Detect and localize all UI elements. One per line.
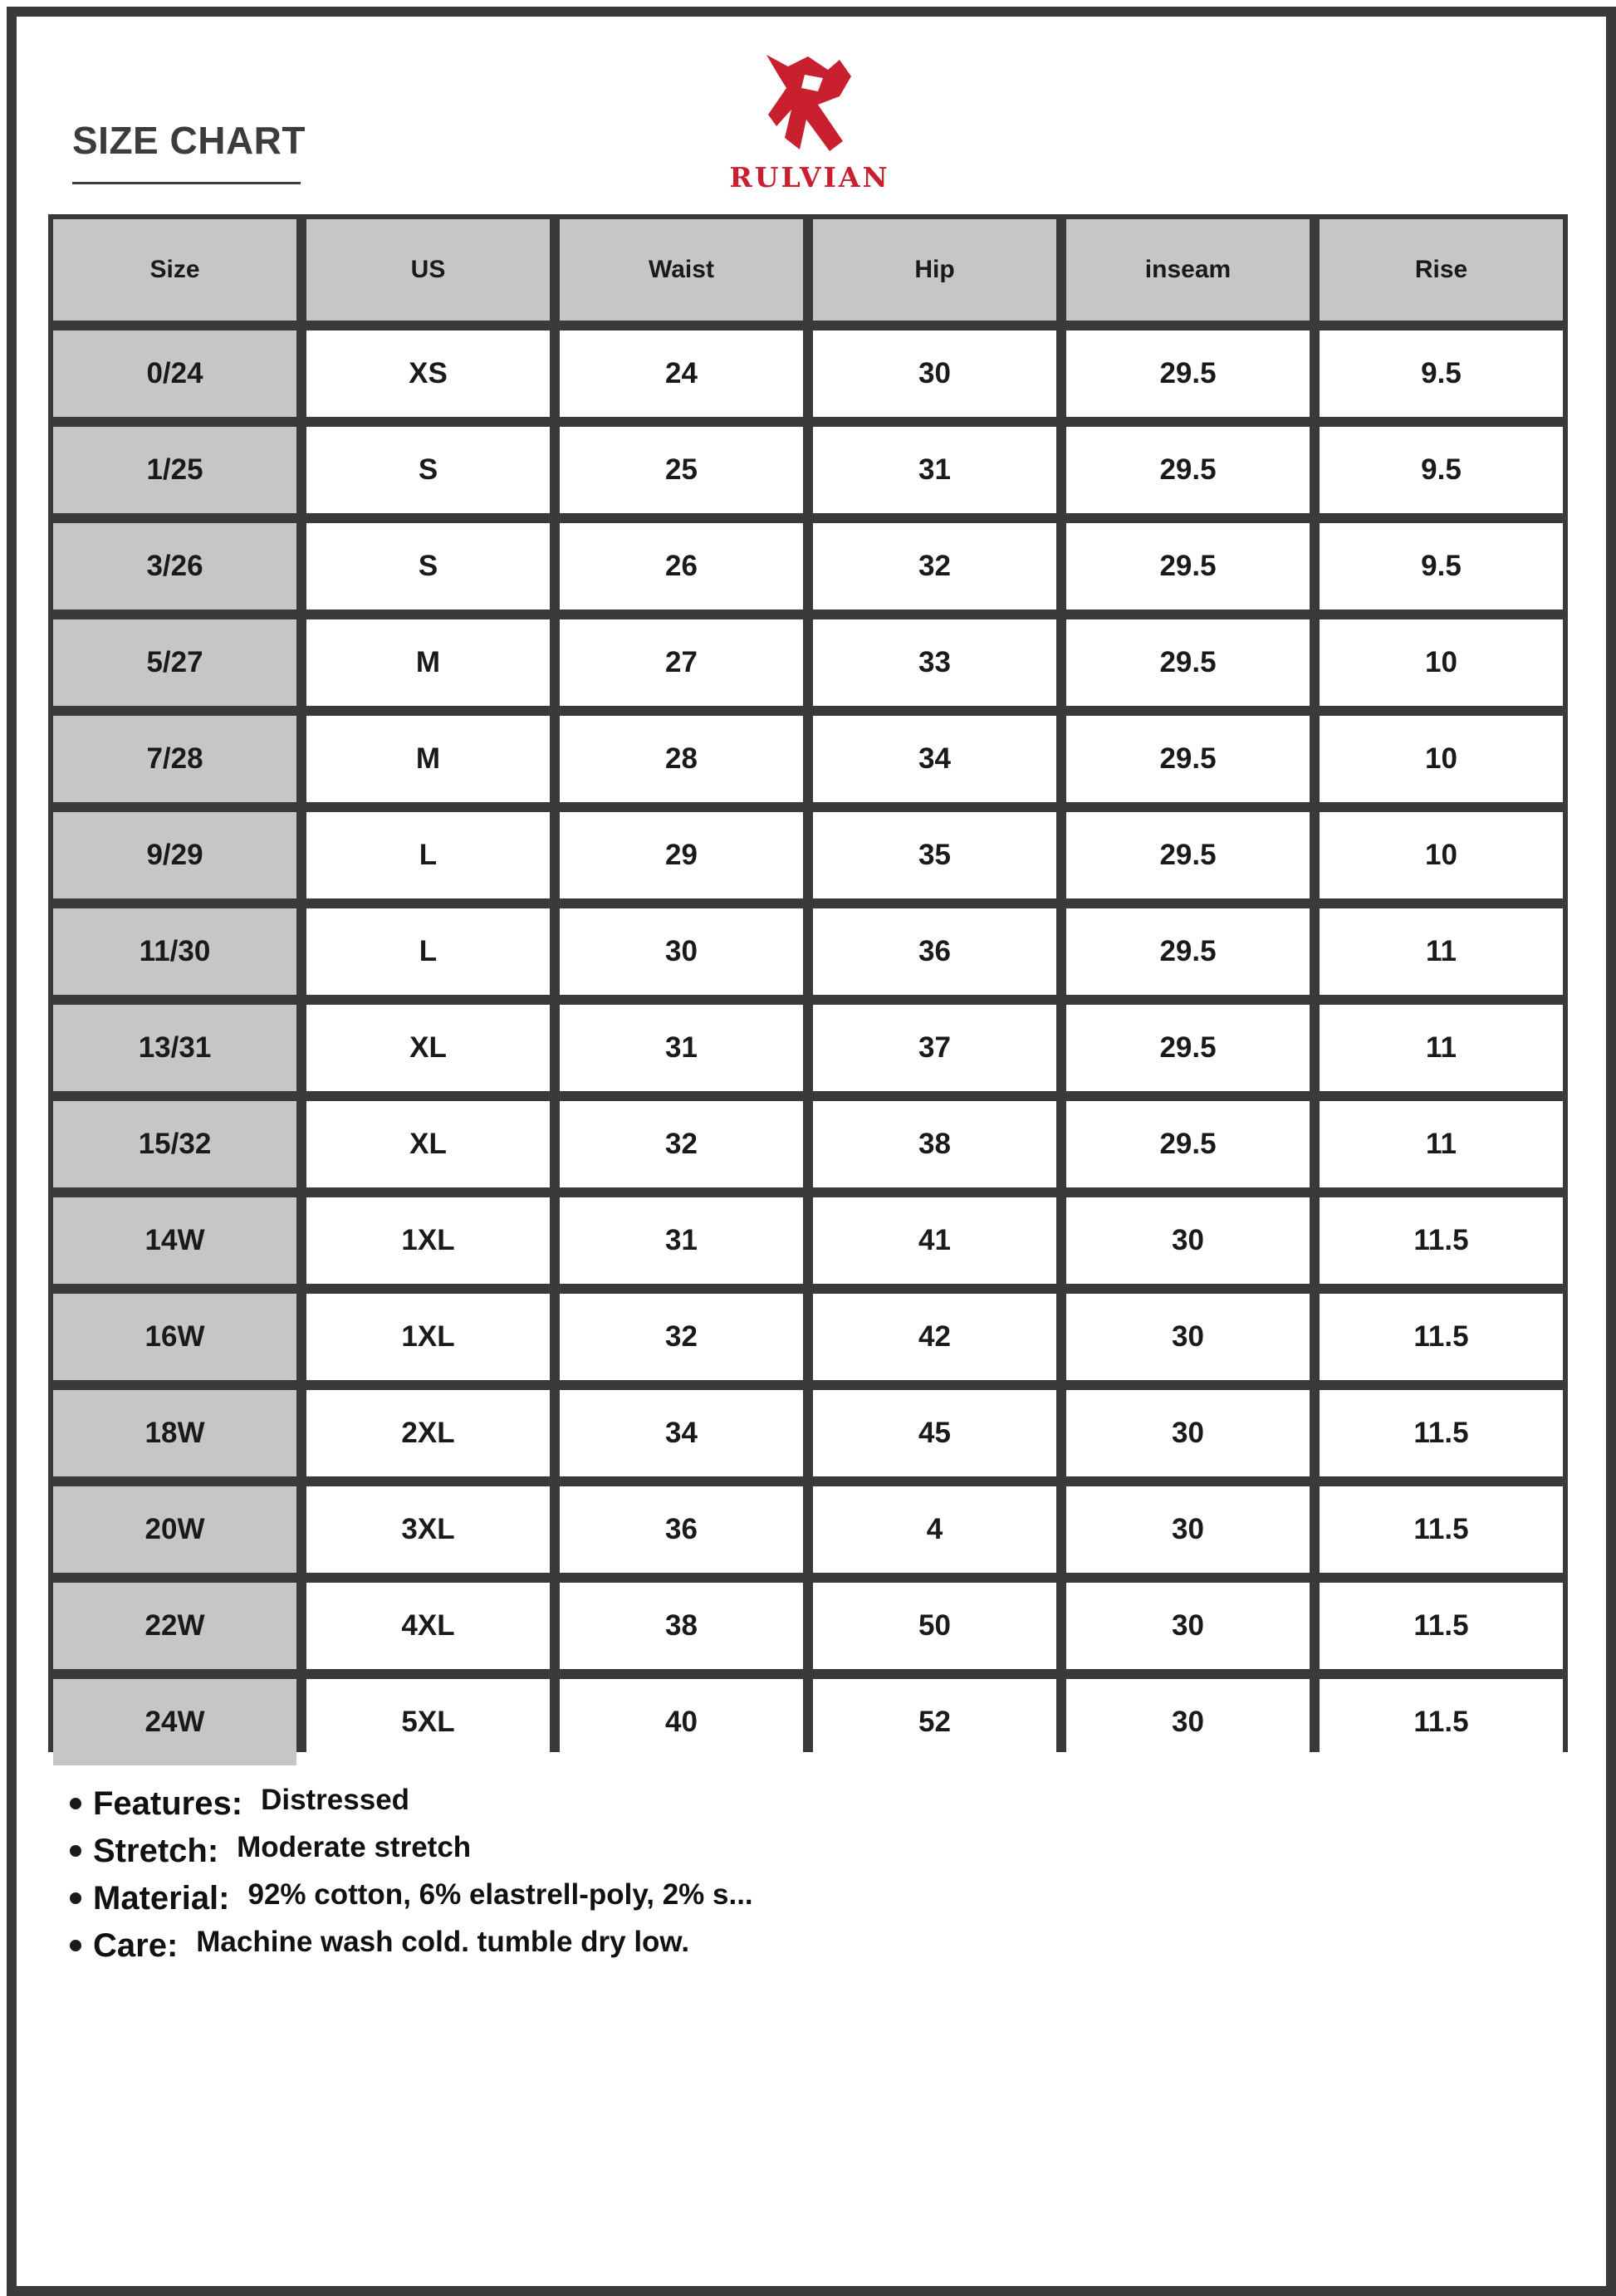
detail-item [70, 1880, 753, 1927]
table-cell: 29.5 [1066, 427, 1310, 513]
detail-value: 92% cotton, 6% elastrell-poly, 2% s... [247, 1878, 753, 1911]
table-cell: M [306, 716, 550, 802]
table-cell: XS [306, 330, 550, 417]
table-cell: 9.5 [1320, 330, 1563, 417]
column-header-us: US [306, 219, 550, 321]
table-cell: 38 [560, 1583, 803, 1669]
column-header-size: Size [53, 219, 296, 321]
detail-item [70, 1785, 753, 1833]
table-cell: 37 [813, 1005, 1056, 1091]
table-cell: 52 [813, 1679, 1056, 1765]
table-cell: 11.5 [1320, 1583, 1563, 1669]
table-cell: 36 [560, 1486, 803, 1573]
table-cell: 10 [1320, 619, 1563, 706]
table-cell: 29.5 [1066, 716, 1310, 802]
row-size-label: 5/27 [53, 619, 296, 706]
table-cell: 42 [813, 1294, 1056, 1380]
title-underline [72, 182, 301, 184]
row-size-label: 20W [53, 1486, 296, 1573]
row-size-label: 15/32 [53, 1101, 296, 1187]
row-size-label: 9/29 [53, 812, 296, 898]
table-cell: 26 [560, 523, 803, 609]
table-cell: 4XL [306, 1583, 550, 1669]
table-cell: 11.5 [1320, 1390, 1563, 1476]
detail-label: Material: [93, 1880, 230, 1917]
table-cell: XL [306, 1005, 550, 1091]
table-cell: L [306, 812, 550, 898]
table-cell: 9.5 [1320, 427, 1563, 513]
table-cell: 25 [560, 427, 803, 513]
detail-value: Machine wash cold. tumble dry low. [196, 1926, 690, 1958]
table-cell: 41 [813, 1197, 1056, 1284]
table-cell: 30 [1066, 1486, 1310, 1573]
row-size-label: 22W [53, 1583, 296, 1669]
table-cell: 10 [1320, 716, 1563, 802]
table-cell: 50 [813, 1583, 1056, 1669]
detail-value: Moderate stretch [237, 1831, 472, 1863]
table-cell: 9.5 [1320, 523, 1563, 609]
table-cell: 32 [813, 523, 1056, 609]
table-cell: 29.5 [1066, 908, 1310, 995]
table-cell: 11.5 [1320, 1679, 1563, 1765]
detail-label: Care: [93, 1927, 179, 1964]
row-size-label: 16W [53, 1294, 296, 1380]
table-cell: 3XL [306, 1486, 550, 1573]
table-cell: S [306, 523, 550, 609]
size-table [48, 214, 1568, 1752]
table-cell: M [306, 619, 550, 706]
table-cell: 29.5 [1066, 523, 1310, 609]
bullet-icon [70, 1892, 81, 1904]
table-cell: 34 [813, 716, 1056, 802]
detail-label: Stretch: [93, 1833, 219, 1869]
table-cell: 28 [560, 716, 803, 802]
table-cell: 2XL [306, 1390, 550, 1476]
table-cell: XL [306, 1101, 550, 1187]
detail-value: Distressed [261, 1784, 410, 1816]
row-size-label: 18W [53, 1390, 296, 1476]
table-cell: 29.5 [1066, 812, 1310, 898]
table-cell: 30 [1066, 1679, 1310, 1765]
table-cell: 1XL [306, 1294, 550, 1380]
table-cell: 40 [560, 1679, 803, 1765]
bullet-icon [70, 1798, 81, 1809]
brand-r-icon [760, 51, 859, 158]
table-cell: 45 [813, 1390, 1056, 1476]
table-cell: 38 [813, 1101, 1056, 1187]
table-cell: 30 [1066, 1197, 1310, 1284]
table-cell: 32 [560, 1101, 803, 1187]
table-cell: 29.5 [1066, 330, 1310, 417]
row-size-label: 13/31 [53, 1005, 296, 1091]
table-cell: 11.5 [1320, 1486, 1563, 1573]
table-cell: 32 [560, 1294, 803, 1380]
table-cell: 29 [560, 812, 803, 898]
detail-item [70, 1927, 753, 1975]
row-size-label: 0/24 [53, 330, 296, 417]
table-cell: 36 [813, 908, 1056, 995]
table-cell: 11 [1320, 1101, 1563, 1187]
table-cell: 29.5 [1066, 1005, 1310, 1091]
table-cell: L [306, 908, 550, 995]
table-cell: 34 [560, 1390, 803, 1476]
table-cell: 11.5 [1320, 1197, 1563, 1284]
table-cell: S [306, 427, 550, 513]
row-size-label: 1/25 [53, 427, 296, 513]
table-cell: 4 [813, 1486, 1056, 1573]
table-cell: 31 [560, 1197, 803, 1284]
column-header-inseam: inseam [1066, 219, 1310, 321]
table-cell: 29.5 [1066, 1101, 1310, 1187]
table-cell: 27 [560, 619, 803, 706]
row-size-label: 24W [53, 1679, 296, 1765]
row-size-label: 7/28 [53, 716, 296, 802]
table-cell: 11 [1320, 908, 1563, 995]
table-cell: 35 [813, 812, 1056, 898]
detail-label: Features: [93, 1785, 243, 1822]
row-size-label: 11/30 [53, 908, 296, 995]
table-cell: 11.5 [1320, 1294, 1563, 1380]
bullet-icon [70, 1845, 81, 1857]
column-header-rise: Rise [1320, 219, 1563, 321]
table-cell: 33 [813, 619, 1056, 706]
product-details [70, 1785, 753, 1975]
table-cell: 31 [813, 427, 1056, 513]
table-cell: 1XL [306, 1197, 550, 1284]
brand-logo [710, 51, 909, 201]
table-cell: 31 [560, 1005, 803, 1091]
table-cell: 29.5 [1066, 619, 1310, 706]
page-title: SIZE CHART [72, 119, 306, 162]
table-cell: 11 [1320, 1005, 1563, 1091]
table-cell: 30 [813, 330, 1056, 417]
table-cell: 10 [1320, 812, 1563, 898]
brand-name: RULVIAN [729, 161, 890, 193]
bullet-icon [70, 1940, 81, 1951]
row-size-label: 3/26 [53, 523, 296, 609]
column-header-waist: Waist [560, 219, 803, 321]
table-cell: 30 [560, 908, 803, 995]
table-cell: 30 [1066, 1294, 1310, 1380]
table-cell: 24 [560, 330, 803, 417]
detail-item [70, 1833, 753, 1880]
row-size-label: 14W [53, 1197, 296, 1284]
table-cell: 30 [1066, 1390, 1310, 1476]
column-header-hip: Hip [813, 219, 1056, 321]
table-cell: 30 [1066, 1583, 1310, 1669]
table-cell: 5XL [306, 1679, 550, 1765]
